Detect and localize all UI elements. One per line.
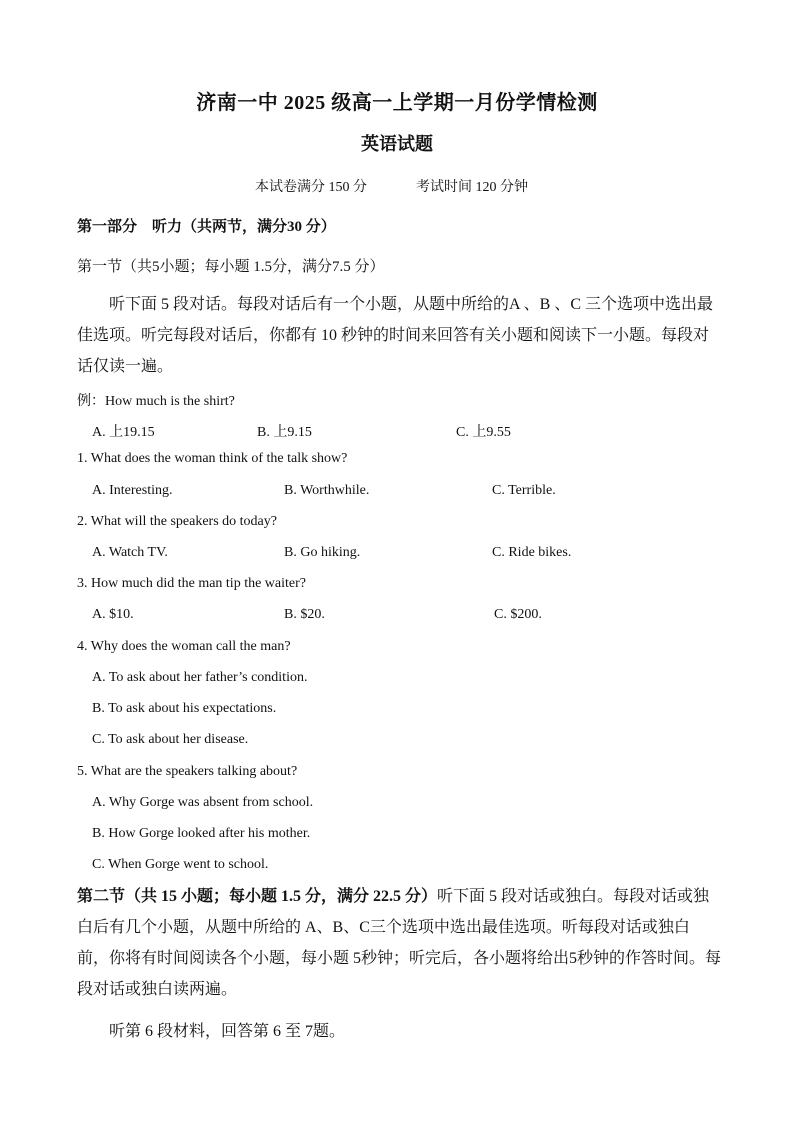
section1-instructions [77, 289, 721, 382]
q5-option-a: A. Why Gorge was absent from school. [92, 795, 314, 810]
q4-option-c: C. To ask about her disease. [92, 732, 249, 747]
q3-option-b: B. $20. [284, 607, 325, 622]
section1-instructions-text: 听下面 5 段对话。每段对话后有一个小题，从题中所给的A 、B 、C 三个选项中选出最佳选项。听完每段对话后，你都有 10 秒钟的时间来回答有关小题和阅读下一小题。每段对话仅读一遍。 [77, 296, 714, 375]
score-info: 本试卷满分 150 分 [255, 180, 367, 195]
exam-title: 济南一中 2025 级高一上学期一月份学情检测 [196, 92, 598, 114]
q1-option-a: A. Interesting. [92, 483, 173, 498]
q5-option-c: C. When Gorge went to school. [92, 857, 269, 872]
example-option-b: B. 上9.15 [257, 425, 312, 440]
exam-subtitle: 英语试题 [361, 134, 433, 154]
example-question: 例：How much is the shirt? [77, 394, 235, 409]
question-3: 3. How much did the man tip the waiter? [77, 576, 306, 591]
q5-option-b: B. How Gorge looked after his mother. [92, 826, 311, 841]
question-1: 1. What does the woman think of the talk show? [77, 451, 348, 466]
example-option-c: C. 上9.55 [456, 425, 511, 440]
section2-block [77, 881, 721, 1005]
question-2: 2. What will the speakers do today? [77, 514, 277, 529]
q2-option-a: A. Watch TV. [92, 545, 168, 560]
part1-heading: 第一部分 听力（共两节，满分30 分） [77, 219, 336, 235]
q3-option-c: C. $200. [494, 607, 542, 622]
q2-option-b: B. Go hiking. [284, 545, 361, 560]
q1-option-b: B. Worthwhile. [284, 483, 370, 498]
q2-option-c: C. Ride bikes. [492, 545, 572, 560]
section1-heading: 第一节（共5小题；每小题 1.5分，满分7.5 分） [77, 259, 385, 275]
question-5: 5. What are the speakers talking about? [77, 764, 298, 779]
section2-instructions: 听下面 5 段对话或独白。每段对话或独白后有几个小题，从题中所给的 A、B、C三个选项中选出最佳选项。听每段对话或独白前，你将有时间阅读各个小题，每小题 5秒钟；听完后，各小题将给出5秒钟的作答时间。每段对话或独白读两遍。 [77, 888, 722, 998]
time-info: 考试时间 120 分钟 [416, 180, 528, 195]
section2-heading: 第二节（共 15 小题；每小题 1.5 分，满分 22.5 分） [77, 888, 438, 905]
q4-option-b: B. To ask about his expectations. [92, 701, 277, 716]
q4-option-a: A. To ask about her father’s condition. [92, 670, 308, 685]
q3-option-a: A. $10. [92, 607, 134, 622]
question-4: 4. Why does the woman call the man? [77, 639, 291, 654]
example-option-a: A. 上19.15 [92, 425, 155, 440]
q1-option-c: C. Terrible. [492, 483, 556, 498]
material-note: 听第 6 段材料，回答第 6 至 7题。 [109, 1023, 346, 1040]
